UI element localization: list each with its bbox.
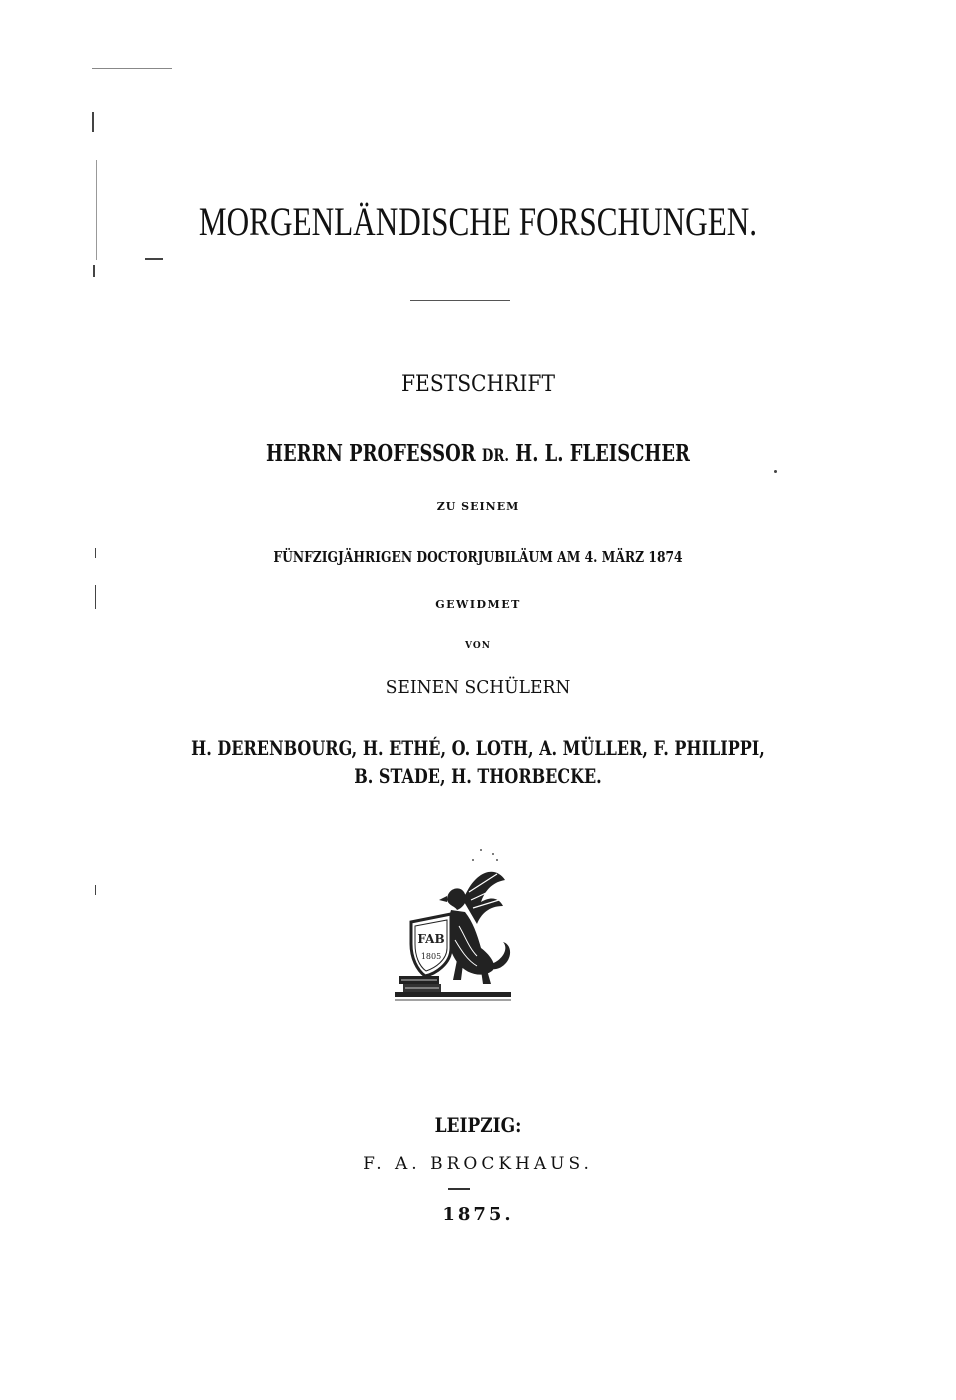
dedicated-line: GEWIDMET [435,598,521,611]
dedicatee-prefix: HERRN PROFESSOR [266,440,482,467]
authors-line-1: H. DERENBOURG, H. ETHÉ, O. LOTH, A. MÜLLER, F. PHILIPPI, [191,736,765,760]
scan-artifact [774,470,777,473]
publisher-name: F. A. BROCKHAUS. [363,1154,593,1174]
shield-initials: FAB [417,932,445,946]
publication-place: LEIPZIG: [434,1113,522,1137]
scan-artifact [92,68,172,69]
scan-artifact [93,265,95,277]
occasion-intro: ZU SEINEM [436,500,520,513]
authors-line-2: B. STADE, H. THORBECKE. [354,764,602,788]
festschrift-heading: FESTSCHRIFT [401,372,555,397]
shield-year: 1805 [420,952,442,961]
scan-artifact [92,112,94,132]
dedicatee-line [105,440,851,467]
publisher-divider [448,1188,470,1190]
scan-artifact [95,885,96,895]
scan-artifact [145,258,163,260]
dedicatee-name: H. L. FLEISCHER [508,440,690,467]
book-title: MORGENLÄNDISCHE FORSCHUNGEN. [198,199,758,244]
scan-artifact [96,160,97,260]
from-line: VON [465,641,491,651]
griffin-emblem-icon [385,830,525,1005]
occasion-line: FÜNFZIGJÄHRIGEN DOCTORJUBILÄUM AM 4. MÄRZ 1874 [273,548,683,566]
publication-year: 1875. [442,1204,514,1225]
students-heading: SEINEN SCHÜLERN [385,677,571,698]
dedicatee-title: DR. [481,446,509,466]
title-divider [410,300,510,301]
